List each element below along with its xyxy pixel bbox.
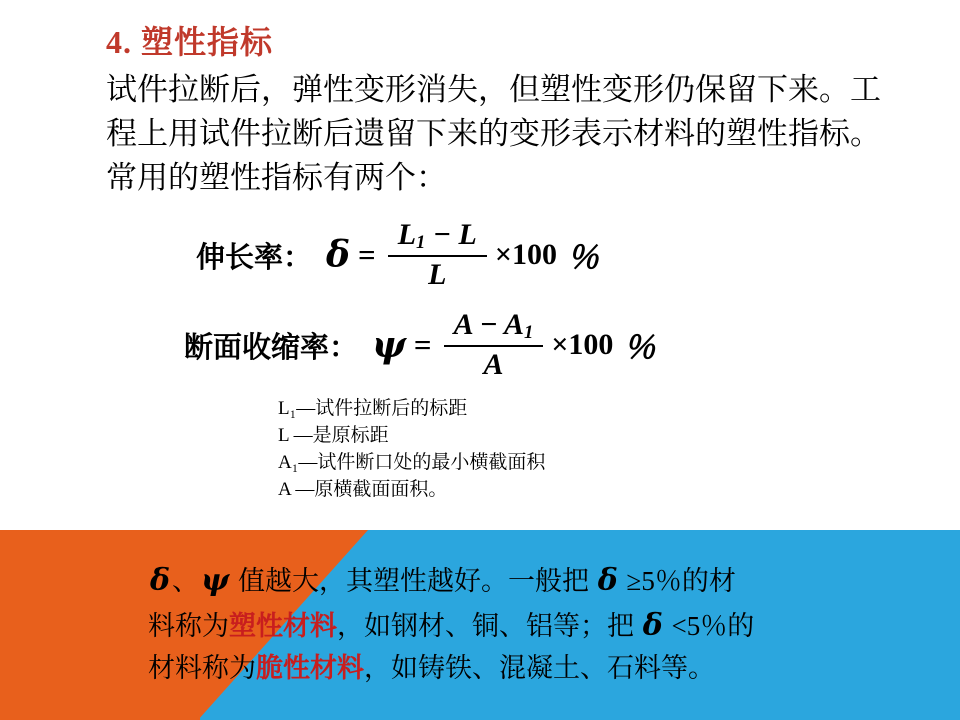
page-title: 4. 塑性指标: [106, 24, 274, 60]
formula-label-elongation: 伸长率：: [196, 241, 313, 274]
banner-symbol-delta: δ: [150, 563, 171, 598]
legend-item: L₁—试件拉断后的标距: [278, 398, 468, 420]
formula-block: [106, 218, 920, 382]
banner-symbol-delta-3: δ: [642, 608, 663, 643]
fraction-numerator-1: $L_1 - L$: [397, 218, 477, 254]
banner-line1-a: 、: [172, 566, 200, 596]
formula-elongation: [106, 218, 920, 292]
fraction-denominator-2: A: [483, 348, 504, 382]
banner-line3-a: 材料称为: [148, 653, 256, 683]
percent-sign-2: ％: [623, 328, 656, 367]
fraction-denominator-1: L: [428, 258, 447, 292]
formula-multiplier-1: ×100: [494, 238, 557, 272]
legend-item: A —原横截面面积。: [278, 479, 448, 501]
formula-multiplier-2: ×100: [551, 328, 614, 362]
equals-sign-2: =: [413, 327, 432, 363]
fraction-reduction: [444, 308, 544, 382]
banner-symbol-psi: ψ: [201, 563, 230, 598]
banner-line2-a: 料称为: [148, 611, 229, 641]
banner-symbol-delta-2: δ: [597, 563, 618, 598]
banner-line1-c: ≥5％的材: [619, 566, 736, 596]
percent-sign-1: ％: [566, 238, 599, 277]
banner-text: [148, 558, 938, 689]
formula-reduction-of-area: [106, 308, 920, 382]
banner-line2-b: ，如钢材、铜、铝等；把: [337, 611, 641, 641]
banner-line1-b: 值越大，其塑性越好。一般把: [231, 566, 596, 596]
legend-item: L —是原标距: [278, 425, 389, 447]
banner-emphasis-ductile: 塑性材料: [229, 611, 337, 641]
banner-line-2: [148, 603, 938, 648]
legend-item: A₁—试件断口处的最小横截面积: [278, 452, 546, 474]
banner-line3-b: ，如铸铁、混凝土、石料等。: [364, 653, 715, 683]
banner-line-1: [148, 558, 938, 603]
symbol-delta: δ: [326, 234, 351, 277]
equals-sign-1: =: [358, 237, 376, 273]
banner-line2-c: <5％的: [664, 611, 755, 641]
symbol-psi: ψ: [372, 324, 406, 367]
body-paragraph: 试件拉断后，弹性变形消失，但塑性变形仍保留下来。工程上用试件拉断后遗留下来的变形表示材料的塑性指标。常用的塑性指标有两个：: [106, 72, 881, 196]
bottom-banner: [0, 530, 960, 720]
legend-list: [106, 396, 920, 504]
banner-line-3: [148, 648, 938, 689]
formula-label-reduction: 断面收缩率：: [184, 331, 359, 364]
fraction-numerator-2: $A - A_1$: [453, 308, 534, 344]
fraction-elongation: [388, 218, 487, 292]
banner-emphasis-brittle: 脆性材料: [256, 653, 364, 683]
